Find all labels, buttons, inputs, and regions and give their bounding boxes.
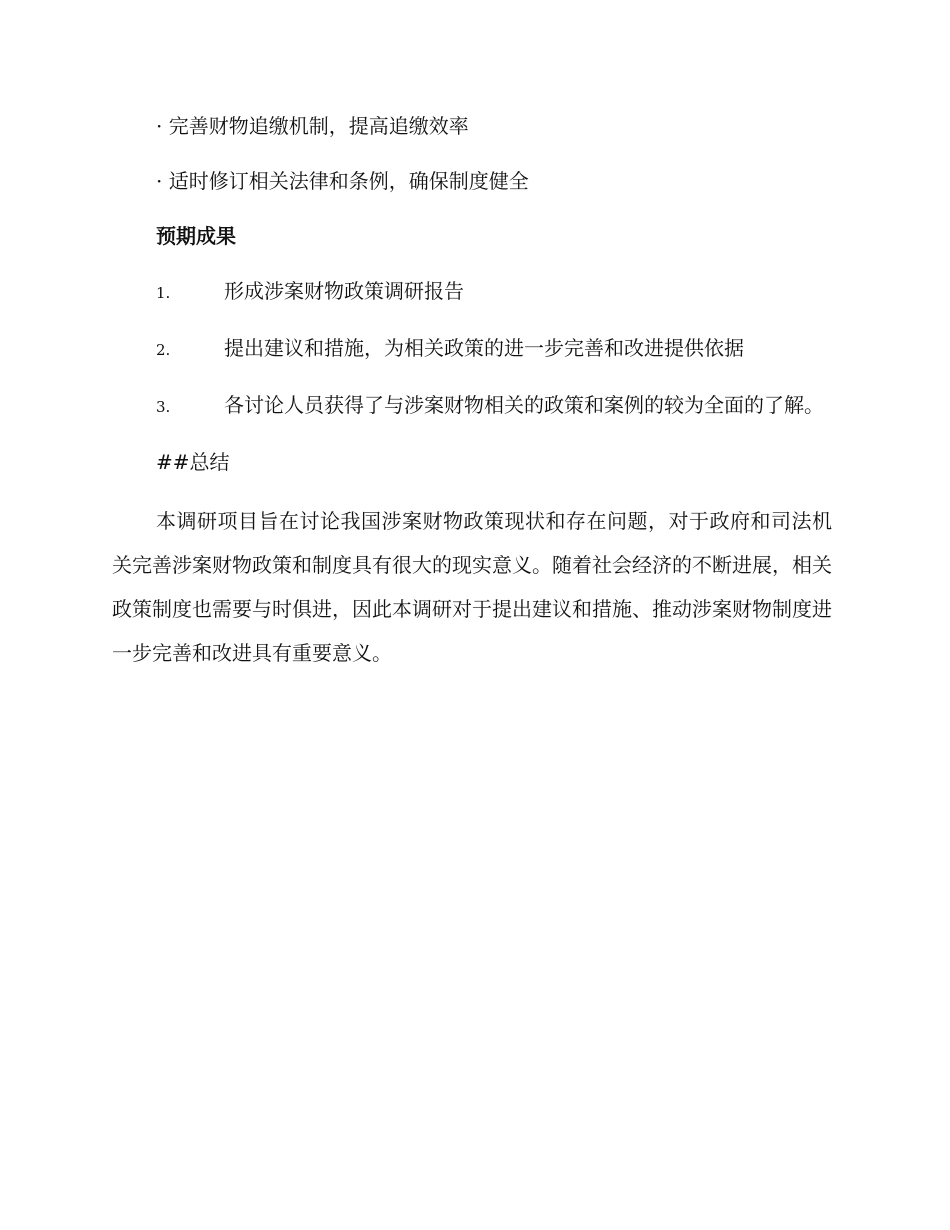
list-item-number: 3. — [156, 398, 171, 416]
summary-paragraph: 本调研项目旨在讨论我国涉案财物政策现状和存在问题，对于政府和司法机关完善涉案财物政策和制度具有很大的现实意义。随着社会经济的不断进展，相关政策制度也需要与时俱进，因此本调研对于提出建议和措施、推动涉案财物制度进一步完善和改进具有重要意义。 — [112, 509, 832, 665]
list-item-text: 提出建议和措施，为相关政策的进一步完善和改进提供依据 — [224, 336, 744, 360]
section-heading-outcomes: 预期成果 — [156, 224, 236, 248]
list-item-text: 形成涉案财物政策调研报告 — [224, 279, 464, 303]
bullet-item: · 适时修订相关法律和条例，确保制度健全 — [156, 169, 529, 193]
outcomes-list — [112, 273, 832, 429]
list-item — [112, 383, 832, 429]
list-item-text: 各讨论人员获得了与涉案财物相关的政策和案例的较为全面的了解。 — [224, 393, 824, 417]
list-item — [112, 330, 832, 368]
list-item — [112, 273, 832, 311]
document-body — [112, 108, 832, 675]
list-item-number: 2. — [156, 341, 171, 359]
section-heading-summary: ##总结 — [156, 450, 230, 474]
bullet-item: · 完善财物追缴机制，提高追缴效率 — [156, 114, 469, 138]
list-item-number: 1. — [156, 284, 171, 302]
